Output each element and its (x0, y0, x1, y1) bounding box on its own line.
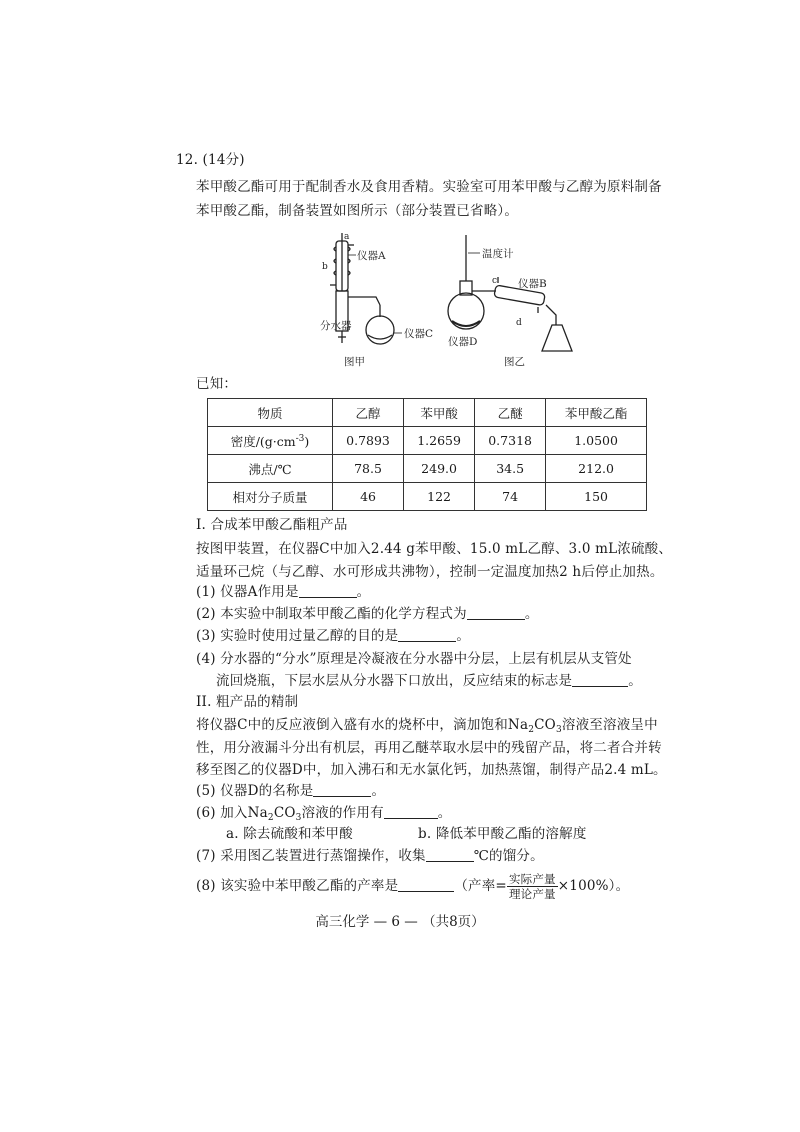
part2-paragraph-1: 将仪器C中的反应液倒入盛有水的烧杯中，滴加饱和$Na_2CO_3$溶液至溶液呈中 (196, 717, 658, 735)
apparatus-figure-jia (280, 225, 434, 370)
question-4-line-2: 流回烧瓶，下层水层从分水器下口放出，反应结束的标志是 。 (216, 673, 642, 689)
part1-title: I. 合成苯甲酸乙酯粗产品 (196, 517, 348, 533)
table-cell: 212.0 (546, 455, 647, 483)
density-label: 密度$/(g\cdot cm^{-3})$ (208, 427, 333, 455)
intro-line-1: 苯甲酸乙酯可用于配制香水及食用香精。实验室可用苯甲酸与乙醇为原料制备 (196, 179, 662, 195)
apparatus-figure-yi (438, 225, 588, 370)
table-row (208, 455, 647, 483)
answer-blank[interactable] (384, 804, 438, 819)
boiling-label: 沸点/℃ (208, 455, 333, 483)
table-row (208, 427, 647, 455)
table-cell: 46 (333, 483, 404, 511)
table-cell: 74 (475, 483, 546, 511)
instrument-d-label: 仪器D (448, 336, 478, 348)
table-header-cell: 乙醚 (475, 399, 546, 427)
question-8: (8) 该实验中苯甲酸乙酯的产率是 （产率= $\frac{\text{实际产量}}{\text{理论产量}}$ ×100%）。 (196, 872, 630, 901)
table-cell: 1.0500 (546, 427, 647, 455)
table-row (208, 483, 647, 511)
part2-paragraph-2: 性，用分液漏斗分出有机层，再用乙醚萃取水层中的残留产品，将二者合并转 (196, 740, 662, 756)
yield-fraction: $\frac{\text{实际产量}}{\text{理论产量}}$ (508, 872, 556, 901)
table-cell: 249.0 (404, 455, 475, 483)
question-7: (7) 采用图乙装置进行蒸馏操作，收集 ℃的馏分。 (196, 848, 544, 864)
label-a: a (344, 232, 350, 242)
option-a: a. 除去硫酸和苯甲酸 (226, 826, 353, 842)
separator-label: 分水器 (320, 320, 352, 332)
mass-label: 相对分子质量 (208, 483, 333, 511)
table-header-cell: 乙醇 (333, 399, 404, 427)
figure-yi-caption: 图乙 (504, 356, 525, 368)
table-cell: 34.5 (475, 455, 546, 483)
table-cell: 122 (404, 483, 475, 511)
table-cell: 1.2659 (404, 427, 475, 455)
question-2: (2) 本实验中制取苯甲酸乙酯的化学方程式为 。 (196, 606, 539, 622)
figure-jia-caption: 图甲 (344, 356, 365, 368)
answer-blank[interactable] (313, 782, 371, 797)
instrument-c-label: 仪器C (404, 328, 434, 340)
part1-paragraph-1: 按图甲装置，在仪器C中加入2.44 g苯甲酸、15.0 mL乙醇、3.0 mL浓硫酸、 (196, 541, 673, 557)
page-footer: 高三化学 — 6 — （共8页） (315, 914, 485, 930)
question-4-line-1: (4) 分水器的“分水”原理是冷凝液在分水器中分层，上层有机层从支管处 (196, 651, 632, 667)
table-cell: 150 (546, 483, 647, 511)
option-b: b. 降低苯甲酸乙酯的溶解度 (418, 826, 587, 842)
question-1: (1) 仪器A作用是 。 (196, 584, 371, 600)
question-5: (5) 仪器D的名称是 。 (196, 783, 386, 799)
part2-title: II. 粗产品的精制 (196, 694, 299, 710)
intro-line-2: 苯甲酸乙酯，制备装置如图所示（部分装置已省略）。 (196, 203, 519, 219)
answer-blank[interactable] (572, 672, 628, 687)
properties-table (207, 398, 647, 511)
question-6: (6) 加入$Na_2CO_3$溶液的作用有 。 (196, 805, 452, 823)
answer-blank[interactable] (299, 583, 357, 598)
question-3: (3) 实验时使用过量乙醇的目的是 。 (196, 628, 471, 644)
table-cell: 0.7318 (475, 427, 546, 455)
table-header-cell: 苯甲酸 (404, 399, 475, 427)
question-header: 12. (14分) (176, 152, 245, 168)
known-label: 已知： (196, 376, 238, 392)
label-c: c (492, 276, 498, 286)
instrument-a-label: 仪器A (357, 250, 386, 262)
instrument-b-label: 仪器B (518, 278, 547, 290)
answer-blank[interactable] (398, 877, 454, 892)
table-cell: 78.5 (333, 455, 404, 483)
label-d: d (516, 318, 522, 328)
part2-paragraph-3: 移至图乙的仪器D中，加入沸石和无水氯化钙，加热蒸馏，制得产品2.4 mL。 (196, 762, 667, 778)
thermometer-label: 温度计 (482, 248, 514, 260)
table-header-cell: 物质 (208, 399, 333, 427)
table-row (208, 399, 647, 427)
table-cell: 0.7893 (333, 427, 404, 455)
answer-blank[interactable] (398, 627, 456, 642)
answer-blank[interactable] (467, 605, 525, 620)
label-b: b (322, 262, 328, 272)
part1-paragraph-2: 适量环己烷（与乙醇、水可形成共沸物），控制一定温度加热2 h后停止加热。 (196, 564, 664, 580)
table-header-cell: 苯甲酸乙酯 (546, 399, 647, 427)
answer-blank[interactable] (426, 847, 474, 862)
